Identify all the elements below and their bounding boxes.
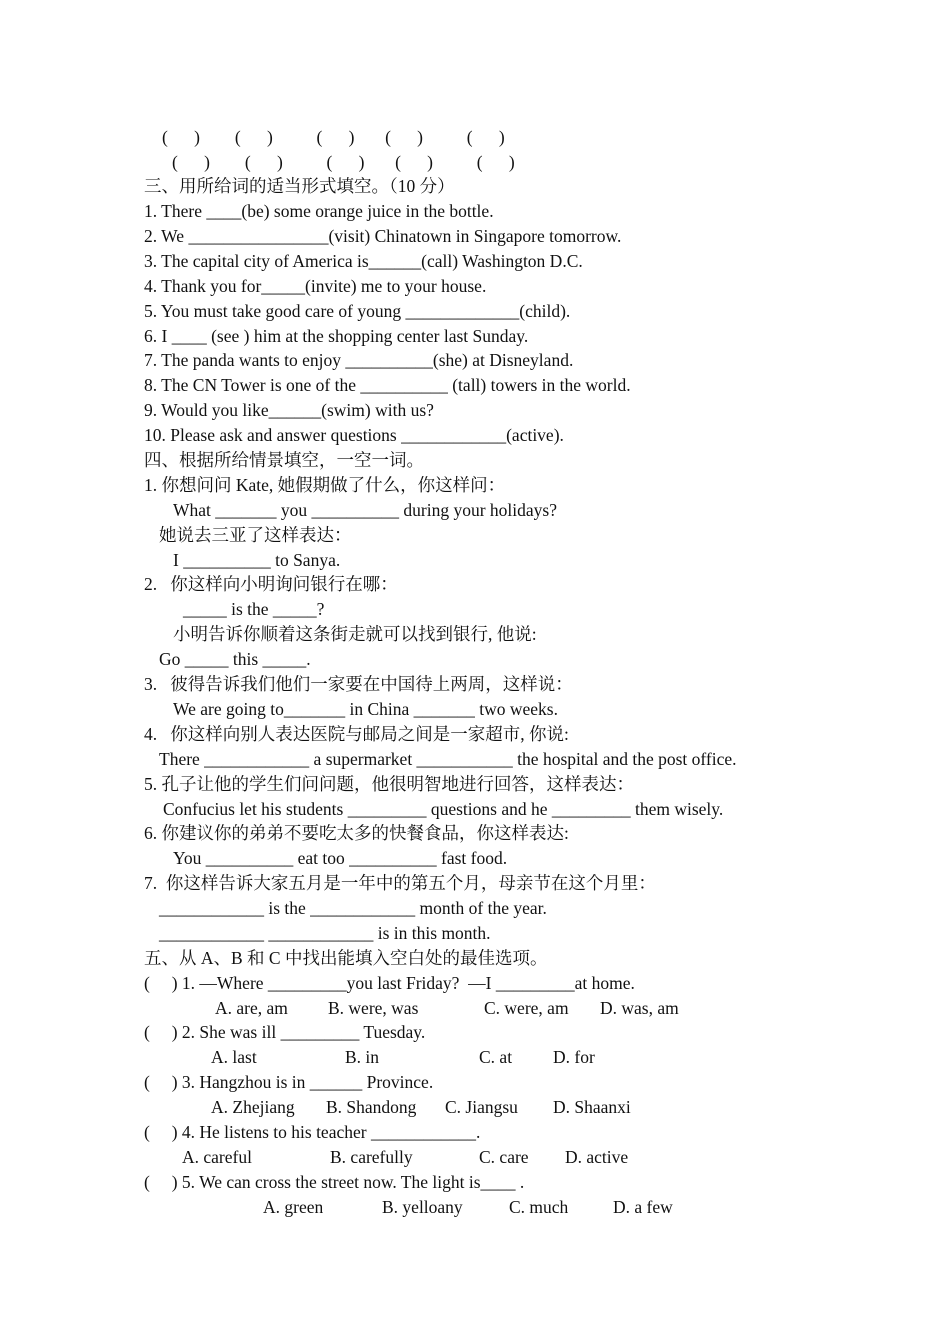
section-4-line: 7. 你这样告诉大家五月是一年中的第五个月，母亲节在这个月里： <box>144 873 656 893</box>
answer-brackets-row-1: ( ) ( ) ( ) ( ) ( ) <box>162 127 505 147</box>
answer-brackets-row-2: ( ) ( ) ( ) ( ) ( ) <box>172 152 515 172</box>
section-4-line: I __________ to Sanya. <box>173 550 341 570</box>
question-stem: ( ) 1. —Where _________you last Friday? —I _________at home. <box>144 973 635 993</box>
section-4-line: 6. 你建议你的弟弟不要吃太多的快餐食品，你这样表达: <box>144 823 569 843</box>
option-c: C. much <box>509 1197 569 1217</box>
section-4-line: 5. 孔子让他的学生们问问题，他很明智地进行回答，这样表达： <box>144 774 634 794</box>
section-4-line: What _______ you __________ during your holidays? <box>173 500 557 520</box>
section-4-line: You __________ eat too __________ fast food. <box>173 848 508 868</box>
option-c: C. were, am <box>484 998 569 1018</box>
section-3-item: 9. Would you like______(swim) with us? <box>144 400 434 420</box>
option-b: B. in <box>345 1047 380 1067</box>
section-5-heading: 五、从 A、B 和 C 中找出能填入空白处的最佳选项。 <box>144 948 548 968</box>
section-4-line: Confucius let his students _________ questions and he _________ them wisely. <box>163 799 724 819</box>
section-3-item: 10. Please ask and answer questions ____________(active). <box>144 425 564 445</box>
option-d: D. a few <box>613 1197 673 1217</box>
option-d: D. for <box>553 1047 595 1067</box>
option-a: A. green <box>263 1197 324 1217</box>
section-4-line: 1. 你想问问 Kate, 她假期做了什么，你这样问： <box>144 475 506 495</box>
question-stem: ( ) 2. She was ill _________ Tuesday. <box>144 1022 426 1042</box>
section-3-item: 7. The panda wants to enjoy __________(she) at Disneyland. <box>144 350 574 370</box>
section-4-line: Go _____ this _____. <box>159 649 311 669</box>
question-stem: ( ) 3. Hangzhou is in ______ Province. <box>144 1072 434 1092</box>
section-3-item: 4. Thank you for_____(invite) me to your house. <box>144 276 487 296</box>
option-b: B. yelloany <box>382 1197 463 1217</box>
section-3-item: 2. We ________________(visit) Chinatown in Singapore tomorrow. <box>144 226 622 246</box>
section-4-line: 2. 你这样向小明询问银行在哪： <box>144 574 398 594</box>
section-4-line: 她说去三亚了这样表达： <box>159 525 352 545</box>
option-a: A. are, am <box>215 998 288 1018</box>
section-3-item: 6. I ____ (see ) him at the shopping center last Sunday. <box>144 326 529 346</box>
option-c: C. care <box>479 1147 529 1167</box>
section-4-line: ____________ is the ____________ month of the year. <box>159 898 547 918</box>
section-3-heading: 三、用所给词的适当形式填空。（10 分） <box>144 176 455 196</box>
section-3-item: 3. The capital city of America is______(call) Washington D.C. <box>144 251 583 271</box>
option-c: C. Jiangsu <box>445 1097 518 1117</box>
option-a: A. Zhejiang <box>211 1097 295 1117</box>
option-c: C. at <box>479 1047 513 1067</box>
section-3-item: 1. There ____(be) some orange juice in the bottle. <box>144 201 494 221</box>
option-a: A. careful <box>182 1147 252 1167</box>
section-4-heading: 四、根据所给情景填空，一空一词。 <box>144 450 424 470</box>
section-3-item: 5. You must take good care of young _____________(child). <box>144 301 571 321</box>
section-4-line: We are going to_______ in China _______ two weeks. <box>173 699 558 719</box>
section-4-line: 3. 彼得告诉我们他们一家要在中国待上两周，这样说： <box>144 674 573 694</box>
option-d: D. was, am <box>600 998 679 1018</box>
question-stem: ( ) 5. We can cross the street now. The light is____ . <box>144 1172 525 1192</box>
section-4-line: _____ is the _____? <box>183 599 325 619</box>
section-4-line: 4. 你这样向别人表达医院与邮局之间是一家超市, 你说: <box>144 724 569 744</box>
section-3-item: 8. The CN Tower is one of the __________ (tall) towers in the world. <box>144 375 631 395</box>
question-stem: ( ) 4. He listens to his teacher ____________. <box>144 1122 481 1142</box>
option-d: D. Shaanxi <box>553 1097 631 1117</box>
option-b: B. carefully <box>330 1147 413 1167</box>
section-4-line: ____________ ____________ is in this month. <box>159 923 491 943</box>
option-b: B. were, was <box>328 998 419 1018</box>
option-d: D. active <box>565 1147 629 1167</box>
option-a: A. last <box>211 1047 257 1067</box>
section-4-line: 小明告诉你顺着这条街走就可以找到银行, 他说: <box>173 624 537 644</box>
option-b: B. Shandong <box>326 1097 417 1117</box>
section-4-line: There ____________ a supermarket ___________ the hospital and the post office. <box>159 749 737 769</box>
